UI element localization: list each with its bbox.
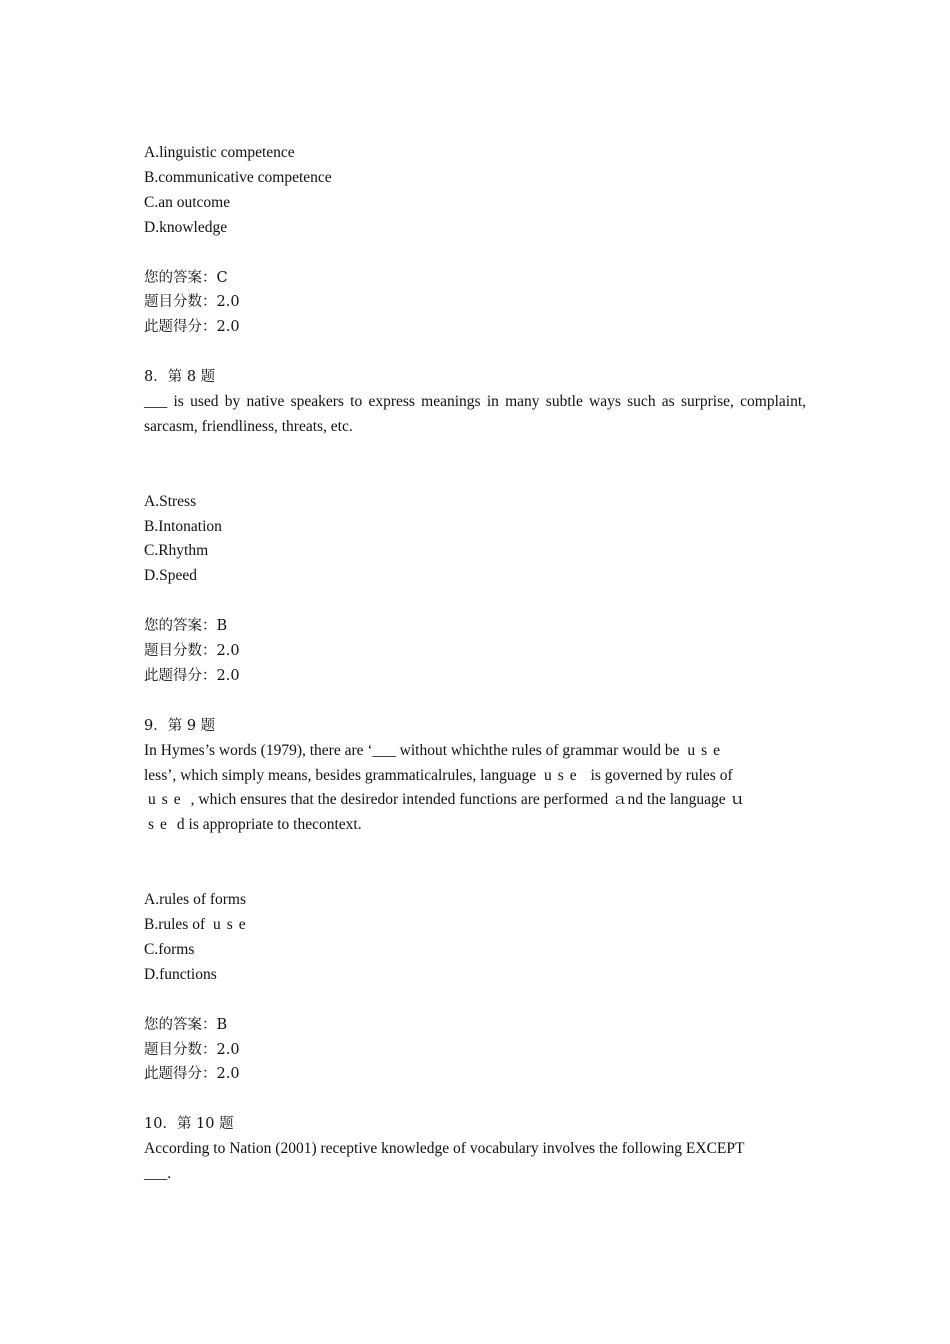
question-stem: ___ is used by native speakers to express meanings in many subtle ways such as surprise, complaint, sarcasm, friendliness, threats, etc. <box>144 393 806 435</box>
stem-text: less’, which simply means, besides grammaticalrules, language <box>144 766 541 784</box>
option-a: A.linguistic competence <box>144 144 295 161</box>
earned-score: 此题得分：2.0 <box>144 667 240 684</box>
stem-text: In Hymes’s words (1979), there are ‘___ without whichthe rules of grammar would be <box>144 741 684 759</box>
option-text: B.rules of <box>144 916 210 933</box>
option-text: A.rules of forms <box>144 891 247 909</box>
your-answer: 您的答案：B <box>144 618 228 635</box>
spacer <box>144 340 806 365</box>
question-score: 题目分数：2.0 <box>144 643 240 660</box>
question-stem-line <box>144 788 806 813</box>
quiz-document <box>144 141 806 1187</box>
question-stem-line <box>144 813 806 838</box>
question-7 <box>144 141 806 340</box>
spacer <box>144 838 806 888</box>
question-heading: 10．第 10 题 <box>144 1116 234 1133</box>
question-9 <box>144 714 806 1088</box>
option-a: A.Stress <box>144 492 197 510</box>
option-d: D.Speed <box>144 567 197 585</box>
question-heading: 8．第 8 题 <box>144 369 216 386</box>
stem-spaced-word: use <box>544 766 583 784</box>
stem-spaced-word: se <box>148 816 173 834</box>
spacer <box>144 988 806 1013</box>
option-b <box>144 913 806 938</box>
option-text: D.functions <box>144 965 217 983</box>
question-heading: 9．第 9 题 <box>144 717 216 734</box>
earned-score: 此题得分：2.0 <box>144 1066 240 1083</box>
spacer <box>144 241 806 266</box>
option-c: C.Rhythm <box>144 542 209 560</box>
stem-text: , which ensures that the desiredor intended functions are performed ａnd the language ｕ <box>190 791 746 809</box>
option-c: C.an outcome <box>144 193 231 211</box>
stem-spaced-word: use <box>148 791 187 809</box>
option-c <box>144 938 806 963</box>
question-score: 题目分数：2.0 <box>144 294 240 311</box>
stem-spaced-word: use <box>687 741 727 759</box>
question-stem-line <box>144 764 806 789</box>
question-stem-line <box>144 739 806 764</box>
question-stem-line: According to Nation (2001) receptive knowledge of vocabulary involves the following EXCEPT <box>144 1140 745 1158</box>
option-spaced-word: use <box>213 916 252 933</box>
spacer <box>144 440 806 490</box>
option-text: C.forms <box>144 940 195 958</box>
your-answer: 您的答案：C <box>144 269 228 286</box>
spacer <box>144 589 806 614</box>
spacer <box>144 689 806 714</box>
option-d: D.knowledge <box>144 218 228 236</box>
option-b: B.communicative competence <box>144 168 332 186</box>
option-b: B.Intonation <box>144 517 222 535</box>
option-a <box>144 888 806 913</box>
option-d <box>144 963 806 988</box>
stem-text: d is appropriate to thecontext. <box>176 816 362 834</box>
option-spaced-word <box>194 941 202 958</box>
earned-score: 此题得分：2.0 <box>144 319 240 336</box>
question-8 <box>144 365 806 689</box>
question-stem-line: ___. <box>144 1165 172 1183</box>
option-spaced-word <box>246 891 254 908</box>
question-score: 题目分数：2.0 <box>144 1041 240 1058</box>
your-answer: 您的答案：B <box>144 1016 228 1033</box>
spacer <box>144 1087 806 1112</box>
question-10 <box>144 1112 806 1187</box>
option-spaced-word <box>217 966 225 983</box>
stem-text: is governed by rules of <box>586 766 733 784</box>
